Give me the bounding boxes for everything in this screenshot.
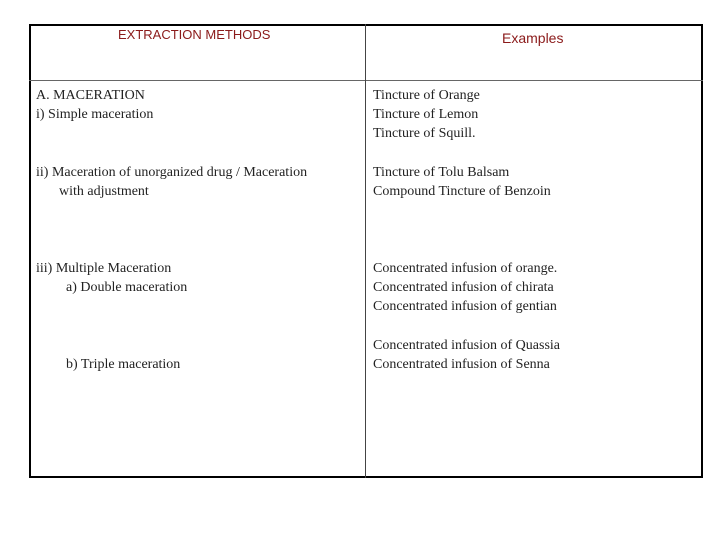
row-triple-examples bbox=[373, 336, 560, 374]
row-multiple-examples bbox=[373, 259, 557, 316]
section-title: A. MACERATION bbox=[36, 88, 145, 103]
row-triple-method bbox=[36, 355, 180, 374]
example-item: Compound Tincture of Benzoin bbox=[373, 184, 551, 199]
method-label: ii) Maceration of unorganized drug / Maceration bbox=[36, 165, 308, 180]
example-item: Tincture of Orange bbox=[373, 88, 480, 103]
sub-method-label: a) Double maceration bbox=[66, 280, 188, 295]
method-label-continued: with adjustment bbox=[59, 184, 149, 199]
method-label: i) Simple maceration bbox=[36, 107, 154, 122]
example-item: Concentrated infusion of chirata bbox=[373, 280, 554, 295]
example-item: Concentrated infusion of Senna bbox=[373, 357, 550, 372]
row-multiple-method bbox=[36, 259, 187, 297]
row-unorganized-method bbox=[36, 163, 307, 201]
example-item: Concentrated infusion of orange. bbox=[373, 261, 558, 276]
header-divider bbox=[29, 80, 703, 81]
example-item: Concentrated infusion of gentian bbox=[373, 299, 557, 314]
header-extraction-methods: EXTRACTION METHODS bbox=[118, 27, 271, 42]
header-examples: Examples bbox=[502, 30, 564, 46]
sub-method-label: b) Triple maceration bbox=[66, 357, 181, 372]
example-item: Tincture of Tolu Balsam bbox=[373, 165, 510, 180]
example-item: Tincture of Squill. bbox=[373, 126, 476, 141]
row-unorganized-examples bbox=[373, 163, 551, 201]
method-label: iii) Multiple Maceration bbox=[36, 261, 172, 276]
example-item: Concentrated infusion of Quassia bbox=[373, 338, 561, 353]
example-item: Tincture of Lemon bbox=[373, 107, 479, 122]
row-maceration-examples bbox=[373, 86, 480, 143]
column-divider bbox=[365, 24, 366, 478]
row-maceration-method bbox=[36, 86, 153, 124]
